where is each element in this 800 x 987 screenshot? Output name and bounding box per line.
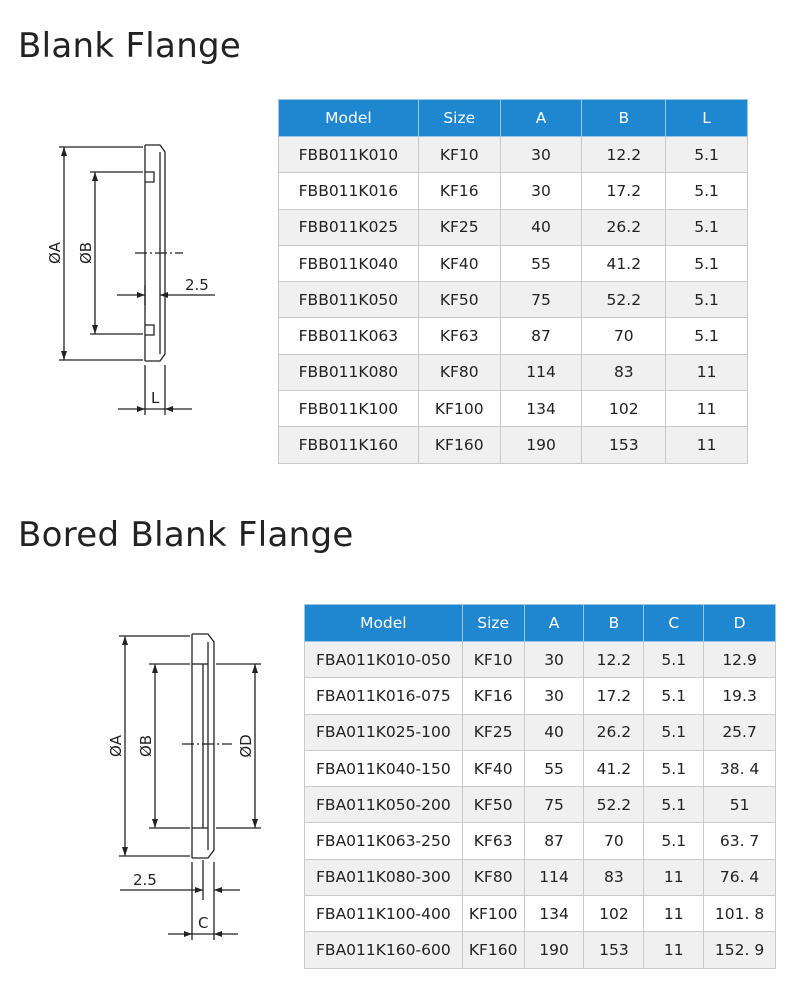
cell-a: 40 [500, 209, 582, 245]
cell-b: 70 [584, 823, 644, 859]
section-title-bored-blank-flange: Bored Blank Flange [18, 515, 354, 555]
column-header-l: L [666, 100, 748, 137]
cell-c: 5.1 [644, 642, 704, 678]
cell-b: 26.2 [582, 209, 666, 245]
cell-l: 5.1 [666, 209, 748, 245]
column-header-size: Size [418, 100, 500, 137]
dim-d-label: ØD [237, 734, 255, 758]
cell-a: 134 [524, 896, 584, 932]
cell-model: FBB011K040 [279, 245, 419, 281]
cell-b: 52.2 [582, 282, 666, 318]
cell-size: KF10 [418, 137, 500, 173]
cell-b: 41.2 [584, 750, 644, 786]
cell-model: FBB011K100 [279, 391, 419, 427]
table-row [305, 642, 776, 678]
dim-b-label-2: ØB [137, 734, 155, 758]
cell-size: KF10 [462, 642, 524, 678]
cell-size: KF80 [418, 354, 500, 390]
column-header-a: A [524, 605, 584, 642]
cell-size: KF100 [462, 896, 524, 932]
cell-a: 75 [524, 787, 584, 823]
cell-b: 26.2 [584, 714, 644, 750]
cell-c: 11 [644, 896, 704, 932]
cell-model: FBB011K160 [279, 427, 419, 463]
cell-model: FBA011K080-300 [305, 859, 463, 895]
column-header-model: Model [279, 100, 419, 137]
cell-a: 75 [500, 282, 582, 318]
cell-size: KF25 [462, 714, 524, 750]
cell-c: 11 [644, 859, 704, 895]
cell-size: KF160 [418, 427, 500, 463]
dim-l-label: L [151, 389, 160, 407]
table-row [305, 823, 776, 859]
cell-d: 19.3 [704, 678, 776, 714]
cell-l: 11 [666, 354, 748, 390]
cell-model: FBB011K063 [279, 318, 419, 354]
table-row [279, 354, 748, 390]
dim-a-label: ØA [46, 241, 64, 265]
cell-a: 190 [500, 427, 582, 463]
table-row [305, 678, 776, 714]
cell-b: 83 [584, 859, 644, 895]
cell-c: 5.1 [644, 750, 704, 786]
cell-size: KF25 [418, 209, 500, 245]
cell-model: FBB011K025 [279, 209, 419, 245]
cell-b: 17.2 [584, 678, 644, 714]
cell-l: 5.1 [666, 245, 748, 281]
cell-c: 5.1 [644, 787, 704, 823]
cell-b: 70 [582, 318, 666, 354]
cell-l: 11 [666, 391, 748, 427]
cell-model: FBA011K063-250 [305, 823, 463, 859]
cell-size: KF50 [418, 282, 500, 318]
table-row [305, 859, 776, 895]
cell-a: 30 [500, 173, 582, 209]
cell-d: 25.7 [704, 714, 776, 750]
cell-l: 11 [666, 427, 748, 463]
cell-d: 38. 4 [704, 750, 776, 786]
table-row [305, 787, 776, 823]
table-row [279, 209, 748, 245]
table-row [279, 173, 748, 209]
cell-size: KF50 [462, 787, 524, 823]
cell-model: FBA011K100-400 [305, 896, 463, 932]
cell-a: 134 [500, 391, 582, 427]
cell-d: 51 [704, 787, 776, 823]
table-row [305, 714, 776, 750]
cell-b: 153 [582, 427, 666, 463]
cell-model: FBB011K080 [279, 354, 419, 390]
table-row [305, 896, 776, 932]
cell-a: 87 [500, 318, 582, 354]
cell-model: FBB011K050 [279, 282, 419, 318]
column-header-c: C [644, 605, 704, 642]
column-header-b: B [582, 100, 666, 137]
cell-c: 5.1 [644, 714, 704, 750]
cell-b: 102 [582, 391, 666, 427]
dim-2-5-label: 2.5 [185, 276, 209, 294]
table-row [279, 391, 748, 427]
cell-a: 87 [524, 823, 584, 859]
column-header-b: B [584, 605, 644, 642]
cell-size: KF63 [462, 823, 524, 859]
cell-a: 55 [500, 245, 582, 281]
blank-flange-table [278, 99, 748, 464]
cell-size: KF63 [418, 318, 500, 354]
cell-model: FBA011K040-150 [305, 750, 463, 786]
cell-l: 5.1 [666, 282, 748, 318]
table-header-row [279, 100, 748, 137]
cell-d: 101. 8 [704, 896, 776, 932]
cell-a: 30 [524, 678, 584, 714]
cell-b: 83 [582, 354, 666, 390]
dim-b-label: ØB [77, 241, 95, 265]
cell-model: FBB011K010 [279, 137, 419, 173]
cell-a: 190 [524, 932, 584, 968]
cell-size: KF16 [462, 678, 524, 714]
cell-l: 5.1 [666, 137, 748, 173]
cell-c: 5.1 [644, 678, 704, 714]
cell-size: KF100 [418, 391, 500, 427]
cell-l: 5.1 [666, 318, 748, 354]
cell-b: 17.2 [582, 173, 666, 209]
table-row [305, 750, 776, 786]
cell-size: KF40 [462, 750, 524, 786]
cell-model: FBA011K016-075 [305, 678, 463, 714]
cell-c: 5.1 [644, 823, 704, 859]
dim-c-label: C [198, 914, 209, 932]
cell-b: 12.2 [584, 642, 644, 678]
cell-b: 52.2 [584, 787, 644, 823]
table-row [305, 932, 776, 968]
cell-model: FBA011K160-600 [305, 932, 463, 968]
cell-model: FBA011K050-200 [305, 787, 463, 823]
table-row [279, 137, 748, 173]
bored-blank-flange-table [304, 604, 776, 969]
cell-a: 40 [524, 714, 584, 750]
cell-a: 55 [524, 750, 584, 786]
cell-size: KF160 [462, 932, 524, 968]
cell-a: 114 [524, 859, 584, 895]
cell-model: FBB011K016 [279, 173, 419, 209]
cell-b: 41.2 [582, 245, 666, 281]
table-header-row [305, 605, 776, 642]
table-row [279, 245, 748, 281]
cell-a: 30 [500, 137, 582, 173]
cell-a: 114 [500, 354, 582, 390]
column-header-size: Size [462, 605, 524, 642]
cell-d: 63. 7 [704, 823, 776, 859]
cell-size: KF80 [462, 859, 524, 895]
dim-2-5-label-2: 2.5 [133, 871, 157, 889]
dim-a-label-2: ØA [107, 734, 125, 758]
section-title-blank-flange: Blank Flange [18, 26, 242, 66]
cell-d: 12.9 [704, 642, 776, 678]
cell-b: 102 [584, 896, 644, 932]
cell-l: 5.1 [666, 173, 748, 209]
cell-b: 153 [584, 932, 644, 968]
table-row [279, 282, 748, 318]
cell-size: KF40 [418, 245, 500, 281]
cell-b: 12.2 [582, 137, 666, 173]
cell-d: 76. 4 [704, 859, 776, 895]
cell-c: 11 [644, 932, 704, 968]
column-header-model: Model [305, 605, 463, 642]
column-header-d: D [704, 605, 776, 642]
cell-model: FBA011K010-050 [305, 642, 463, 678]
column-header-a: A [500, 100, 582, 137]
cell-model: FBA011K025-100 [305, 714, 463, 750]
cell-a: 30 [524, 642, 584, 678]
cell-d: 152. 9 [704, 932, 776, 968]
table-row [279, 318, 748, 354]
table-row [279, 427, 748, 463]
cell-size: KF16 [418, 173, 500, 209]
